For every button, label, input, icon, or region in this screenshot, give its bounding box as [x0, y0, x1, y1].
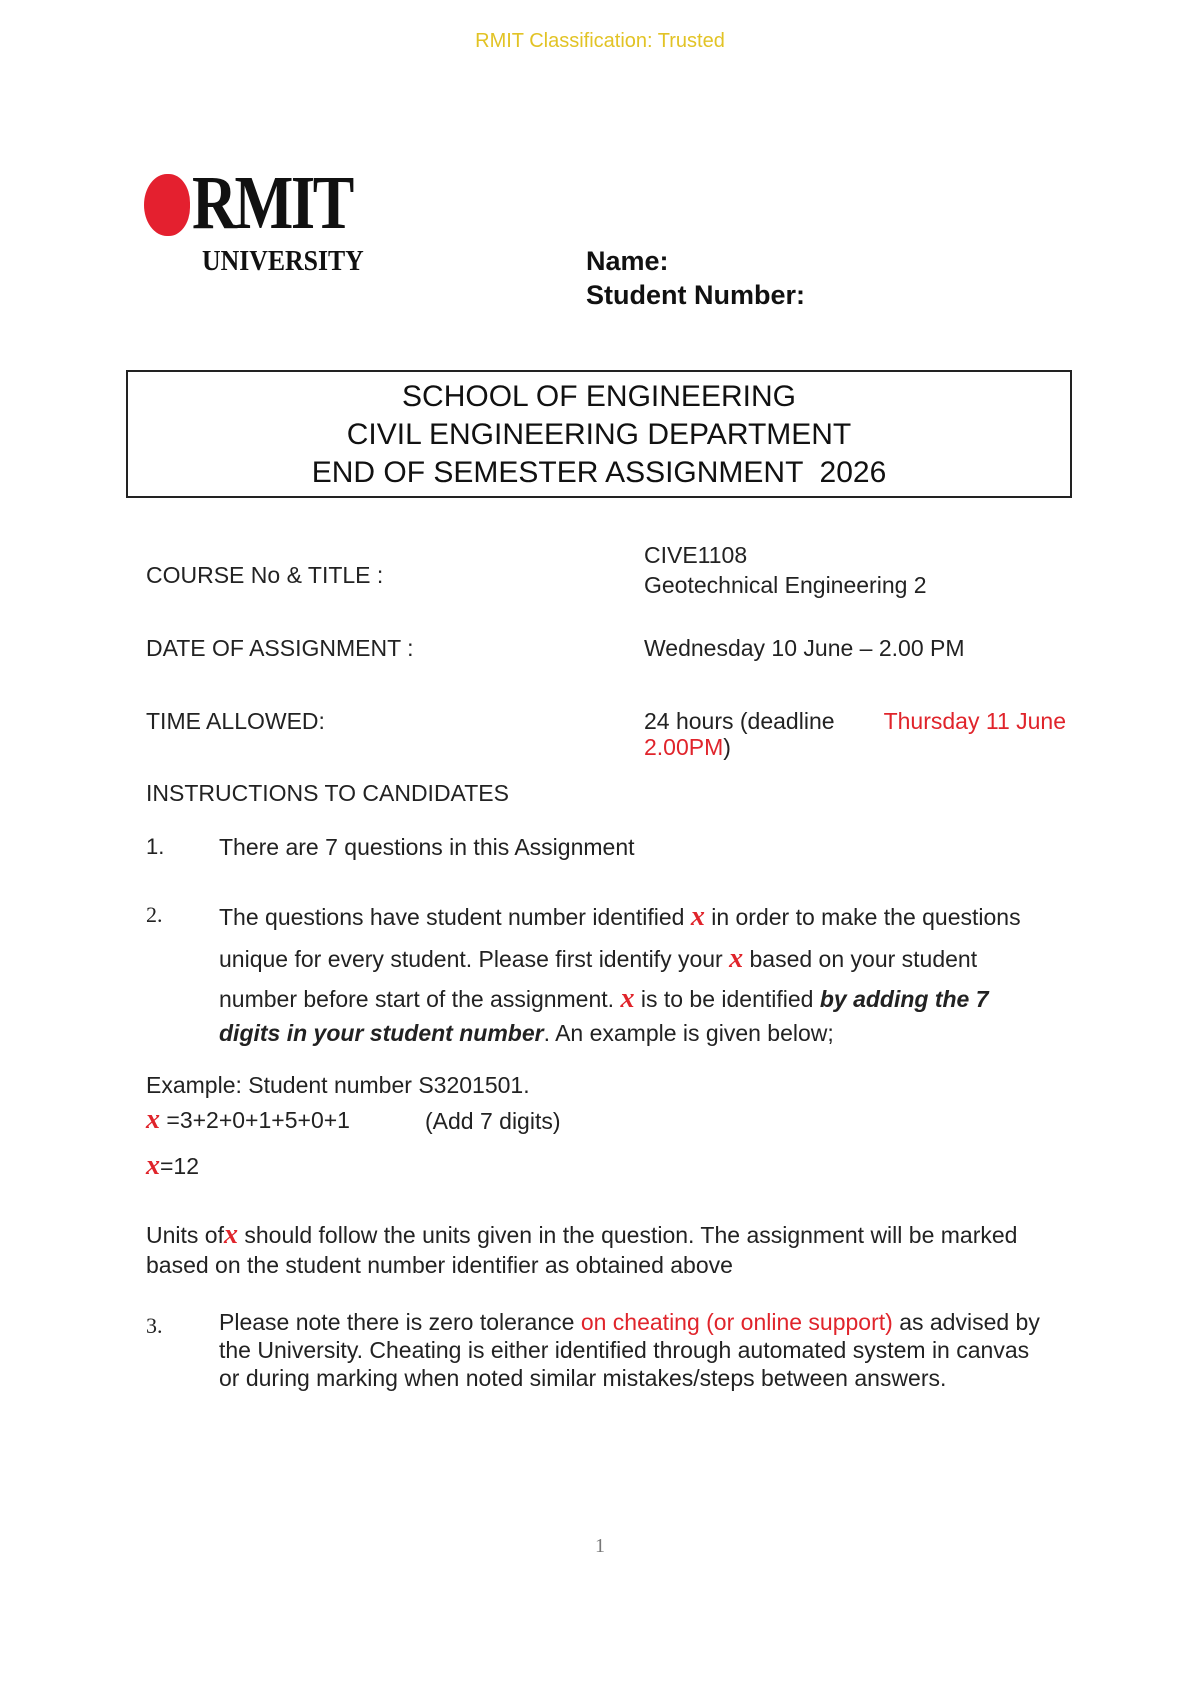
- page-number: 1: [595, 1535, 605, 1557]
- rmit-logo: [142, 161, 382, 280]
- example-line1: Example: Student number S3201501.: [146, 1072, 530, 1098]
- header-school: SCHOOL OF ENGINEERING: [402, 380, 796, 413]
- candidate-fields: [586, 244, 805, 312]
- units-paragraph: [146, 1220, 1066, 1280]
- header-box: [126, 370, 1072, 498]
- item3-text: [219, 1308, 1067, 1392]
- time-value-start: 24 hours (deadline: [644, 708, 841, 734]
- item2-line3: [219, 980, 1062, 1018]
- logo-subtitle: UNIVERSITY: [202, 246, 364, 277]
- item3-line3: or during marking when noted similar mistakes/steps between answers.: [219, 1365, 947, 1391]
- item2-line2-b: based on your student: [743, 946, 978, 972]
- header-assignment: END OF SEMESTER ASSIGNMENT 2026: [311, 456, 887, 489]
- example-line3: [146, 1150, 199, 1182]
- item2-text: [219, 896, 1062, 1048]
- time-value-line1: [644, 708, 1066, 734]
- item2-line1: [219, 896, 1062, 938]
- item1-text: There are 7 questions in this Assignment: [219, 834, 635, 860]
- header-department: CIVIL ENGINEERING DEPARTMENT: [346, 418, 852, 451]
- item3-line1-b: as advised by: [892, 1309, 1040, 1335]
- item2-line2: [219, 938, 1062, 980]
- item3-line1: [219, 1308, 1067, 1336]
- course-value: [644, 540, 927, 600]
- item2-line4: [219, 1018, 1062, 1048]
- logo-dot-icon: [144, 174, 190, 236]
- item2-line4-bold: digits in your student number: [219, 1020, 544, 1046]
- item3-number: 3.: [146, 1313, 163, 1338]
- deadline-time: 2.00PM: [644, 734, 724, 760]
- date-value: Wednesday 10 June – 2.00 PM: [644, 635, 965, 661]
- x-symbol: x: [223, 1219, 238, 1250]
- units-line1-a: Units of: [146, 1222, 224, 1248]
- item2-line2-a: unique for every student. Please first identify your: [219, 946, 730, 972]
- item3-line1-red: on cheating (or online support): [580, 1309, 893, 1335]
- logo-wordmark: RMIT: [192, 161, 352, 245]
- course-title: Geotechnical Engineering 2: [644, 572, 927, 598]
- units-line2: based on the student number identifier as obtained above: [146, 1252, 733, 1278]
- x-symbol: x: [146, 1150, 160, 1181]
- course-code: CIVE1108: [644, 542, 748, 568]
- item2-line3-bold: by adding the 7: [819, 986, 989, 1012]
- x-symbol: x: [690, 901, 705, 932]
- x-symbol: x: [620, 983, 635, 1014]
- course-label: COURSE No & TITLE :: [146, 562, 384, 588]
- x-symbol: x: [146, 1104, 160, 1135]
- item2-line3-b: is to be identified: [634, 986, 820, 1012]
- time-value-end: ): [723, 734, 731, 760]
- example-note: (Add 7 digits): [425, 1108, 561, 1134]
- item2-line1-b: in order to make the questions: [704, 904, 1021, 930]
- time-value-line2: [644, 734, 1066, 760]
- example-expression: =3+2+0+1+5+0+1: [160, 1107, 350, 1133]
- item2-line4-end: . An example is given below;: [543, 1020, 834, 1046]
- item2-line1-a: The questions have student number identified: [219, 904, 691, 930]
- item2-line3-a: number before start of the assignment.: [219, 986, 621, 1012]
- item1-number: 1.: [146, 834, 165, 859]
- units-line1-b: should follow the units given in the question. The assignment will be marked: [237, 1222, 1018, 1248]
- item3-line1-a: Please note there is zero tolerance: [219, 1309, 581, 1335]
- date-label: DATE OF ASSIGNMENT :: [146, 635, 414, 661]
- instructions-heading: INSTRUCTIONS TO CANDIDATES: [146, 780, 509, 806]
- example-result: =12: [160, 1153, 200, 1179]
- classification-label: RMIT Classification: Trusted: [475, 30, 725, 52]
- units-line1: [146, 1220, 1066, 1250]
- name-label: Name:: [586, 246, 669, 276]
- time-value: [644, 708, 1066, 760]
- example-line2: [146, 1104, 350, 1136]
- item3-line2: the University. Cheating is either identified through automated system in canvas: [219, 1337, 1030, 1363]
- student-number-label: Student Number:: [586, 280, 805, 310]
- item2-number: 2.: [146, 902, 163, 927]
- deadline-date: Thursday 11 June: [883, 708, 1066, 734]
- x-symbol: x: [729, 943, 744, 974]
- time-label: TIME ALLOWED:: [146, 708, 325, 734]
